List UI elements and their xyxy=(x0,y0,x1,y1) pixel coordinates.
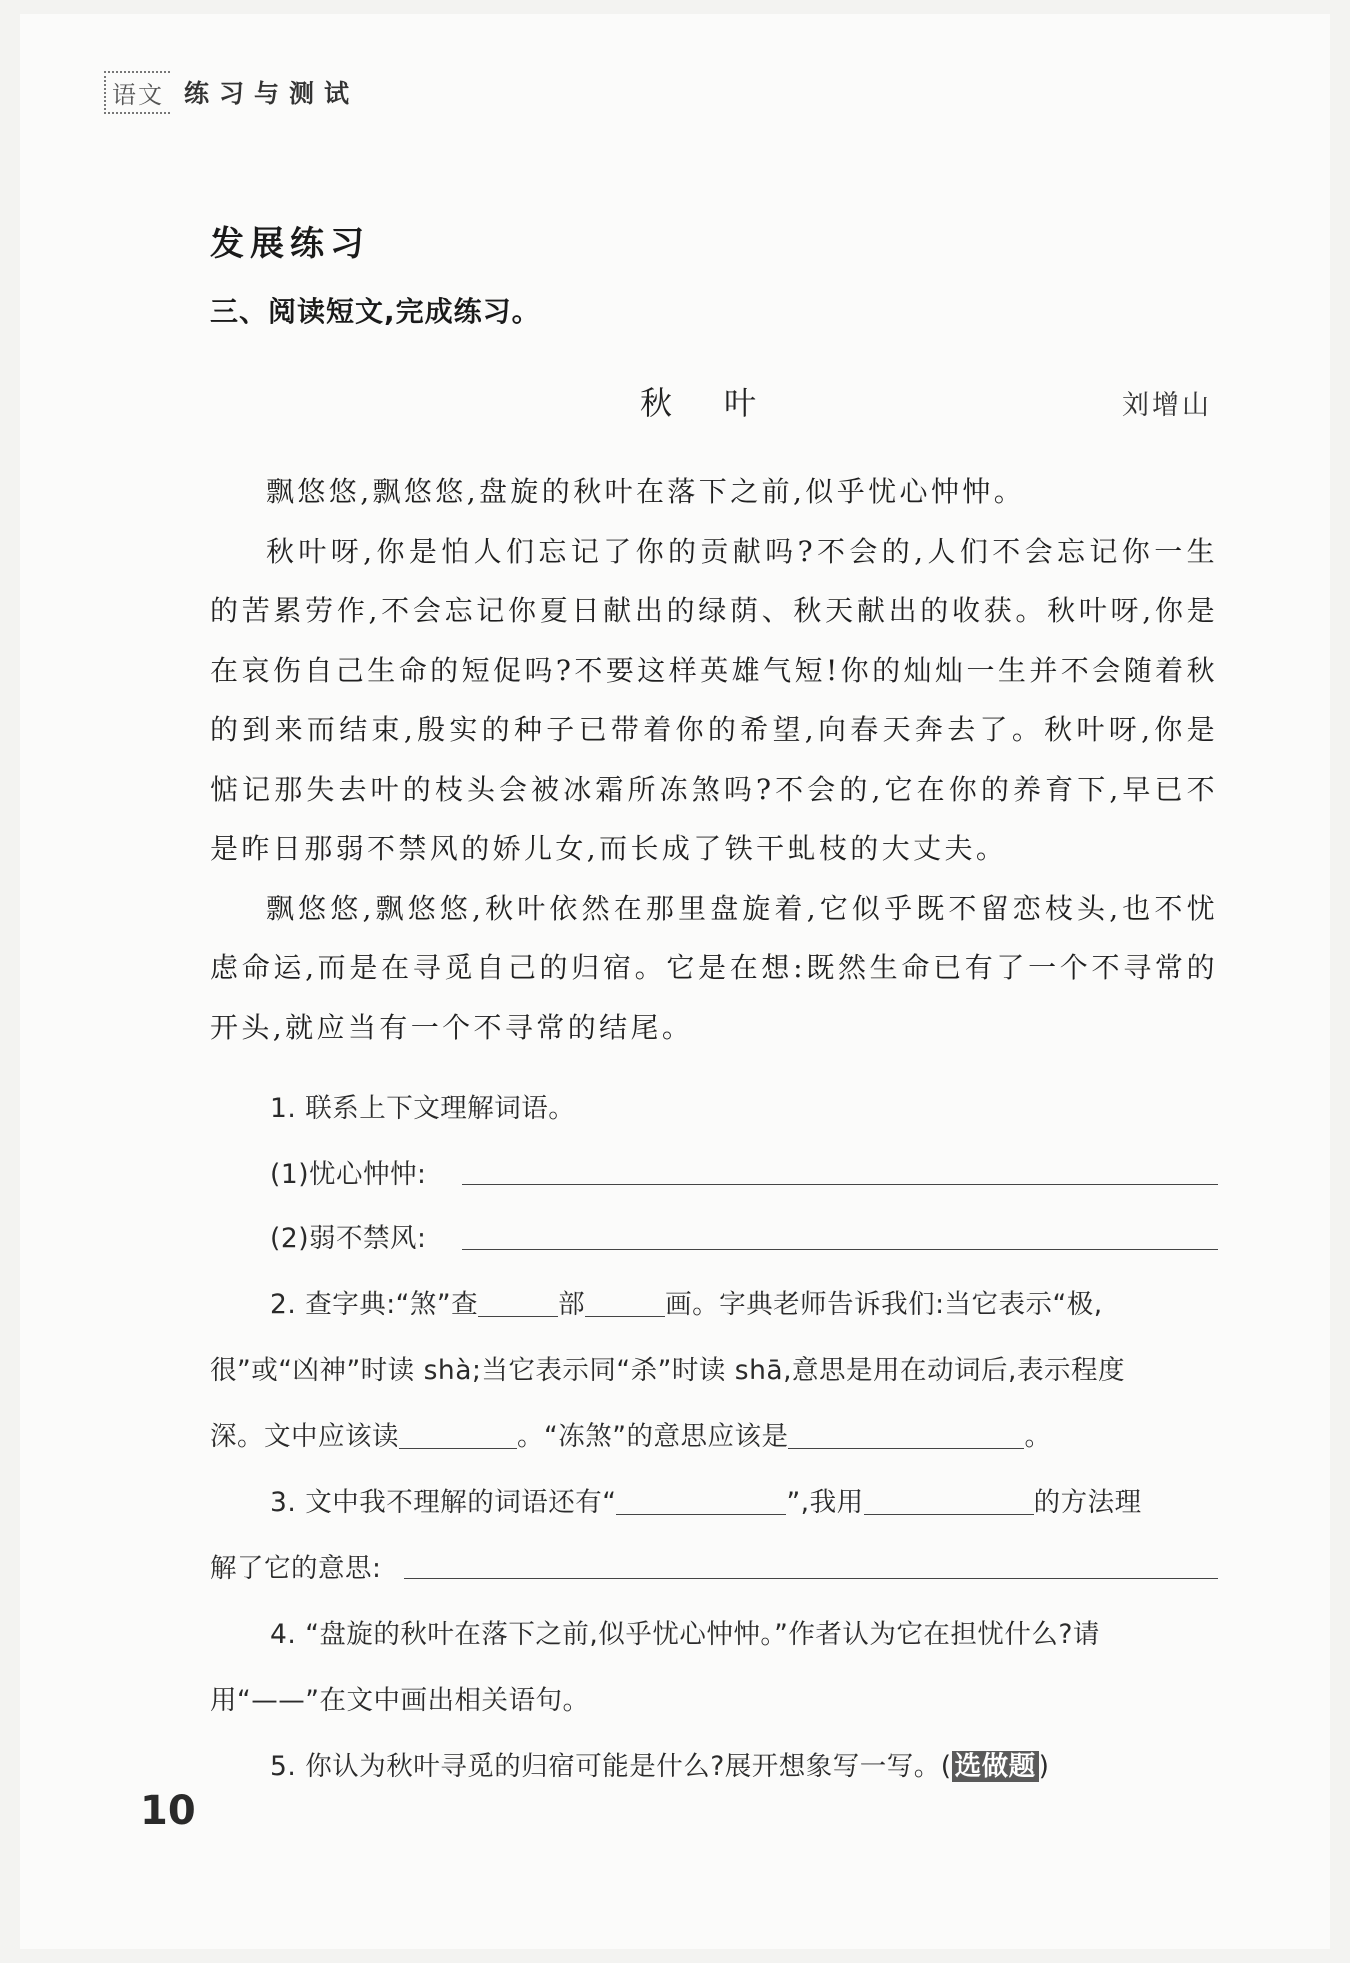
q3-text-b: ”,我用 xyxy=(786,1487,864,1518)
header-title: 练习与测试 xyxy=(184,79,360,108)
pronunciation-blank[interactable] xyxy=(399,1422,517,1450)
radical-blank[interactable] xyxy=(478,1290,558,1318)
method-blank[interactable] xyxy=(864,1488,1034,1516)
word-blank[interactable] xyxy=(616,1488,786,1516)
question-2-line-3 xyxy=(210,1414,1051,1453)
q2-text-a: 2. 查字典:“煞”查 xyxy=(270,1289,479,1320)
essay-paragraph: 飘悠悠,飘悠悠,秋叶依然在那里盘旋着,它似乎既不留恋枝头,也不忧虑命运,而是在寻觅自己的归宿。它是在想:既然生命已有了一个不寻常的开头,就应当有一个不寻常的结尾。 xyxy=(210,891,1218,1044)
q3-text-c: 的方法理 xyxy=(1033,1487,1142,1518)
question-2-line-2: 很”或“凶神”时读 shà;当它表示同“杀”时读 shā,意思是用在动词后,表示程度 xyxy=(210,1355,1125,1386)
q2-text-f: 。 xyxy=(1024,1421,1052,1452)
q5-text: 5. 你认为秋叶寻觅的归宿可能是什么?展开想象写一写。( xyxy=(270,1751,952,1782)
q2-text-e: 。“冻煞”的意思应该是 xyxy=(517,1421,789,1452)
essay-paragraph: 秋叶呀,你是怕人们忘记了你的贡献吗?不会的,人们不会忘记你一生的苦累劳作,不会忘记你夏日献出的绿荫、秋天献出的收获。秋叶呀,你是在哀伤自己生命的短促吗?不要这样英雄气短!你的灿灿一生并不会随着秋的到来而结束,殷实的种子已带着你的希望,向春天奔去了。秋叶呀,你是惦记那失去叶的枝头会被冰霜所冻煞吗?不会的,它在你的养育下,早已不是昨日那弱不禁风的娇儿女,而长成了铁干虬枝的大丈夫。 xyxy=(210,534,1218,865)
q2-text-b: 部 xyxy=(558,1289,586,1320)
answer-line[interactable] xyxy=(462,1184,1218,1185)
essay-title: 秋叶 xyxy=(640,384,809,422)
q5-close: ) xyxy=(1038,1751,1050,1782)
question-3-line-2: 解了它的意思: xyxy=(210,1553,382,1584)
q2-text-d: 深。文中应该读 xyxy=(210,1421,399,1452)
q2-text-c: 画。字典老师告诉我们:当它表示“极, xyxy=(665,1289,1103,1320)
optional-tag: 选做题 xyxy=(952,1751,1039,1782)
section-title: 发展练习 xyxy=(210,224,370,264)
question-4-line-2: 用“——”在文中画出相关语句。 xyxy=(210,1685,590,1716)
stroke-count-blank[interactable] xyxy=(585,1290,665,1318)
question-4-line-1: 4. “盘旋的秋叶在落下之前,似乎忧心忡忡。”作者认为它在担忧什么?请 xyxy=(270,1619,1100,1650)
header-subject: 语文 xyxy=(104,71,170,114)
meaning-blank[interactable] xyxy=(788,1422,1024,1450)
q3-text-a: 3. 文中我不理解的词语还有“ xyxy=(270,1487,617,1518)
page-number: 10 xyxy=(140,1788,196,1834)
question-1-item-1: (1)忧心忡忡: xyxy=(270,1159,427,1190)
essay-body xyxy=(210,462,1218,1057)
question-3-line-1 xyxy=(270,1480,1142,1519)
question-1-item-2: (2)弱不禁风: xyxy=(270,1223,427,1254)
essay-author: 刘增山 xyxy=(1122,390,1212,421)
answer-line[interactable] xyxy=(462,1249,1218,1250)
question-2-line-1 xyxy=(270,1282,1103,1321)
part-title: 三、阅读短文,完成练习。 xyxy=(210,295,541,328)
essay-paragraph: 飘悠悠,飘悠悠,盘旋的秋叶在落下之前,似乎忧心忡忡。 xyxy=(266,475,1026,508)
page-header xyxy=(104,72,359,112)
question-1: 1. 联系上下文理解词语。 xyxy=(270,1093,576,1124)
answer-line[interactable] xyxy=(404,1578,1218,1579)
question-5 xyxy=(270,1744,1049,1783)
